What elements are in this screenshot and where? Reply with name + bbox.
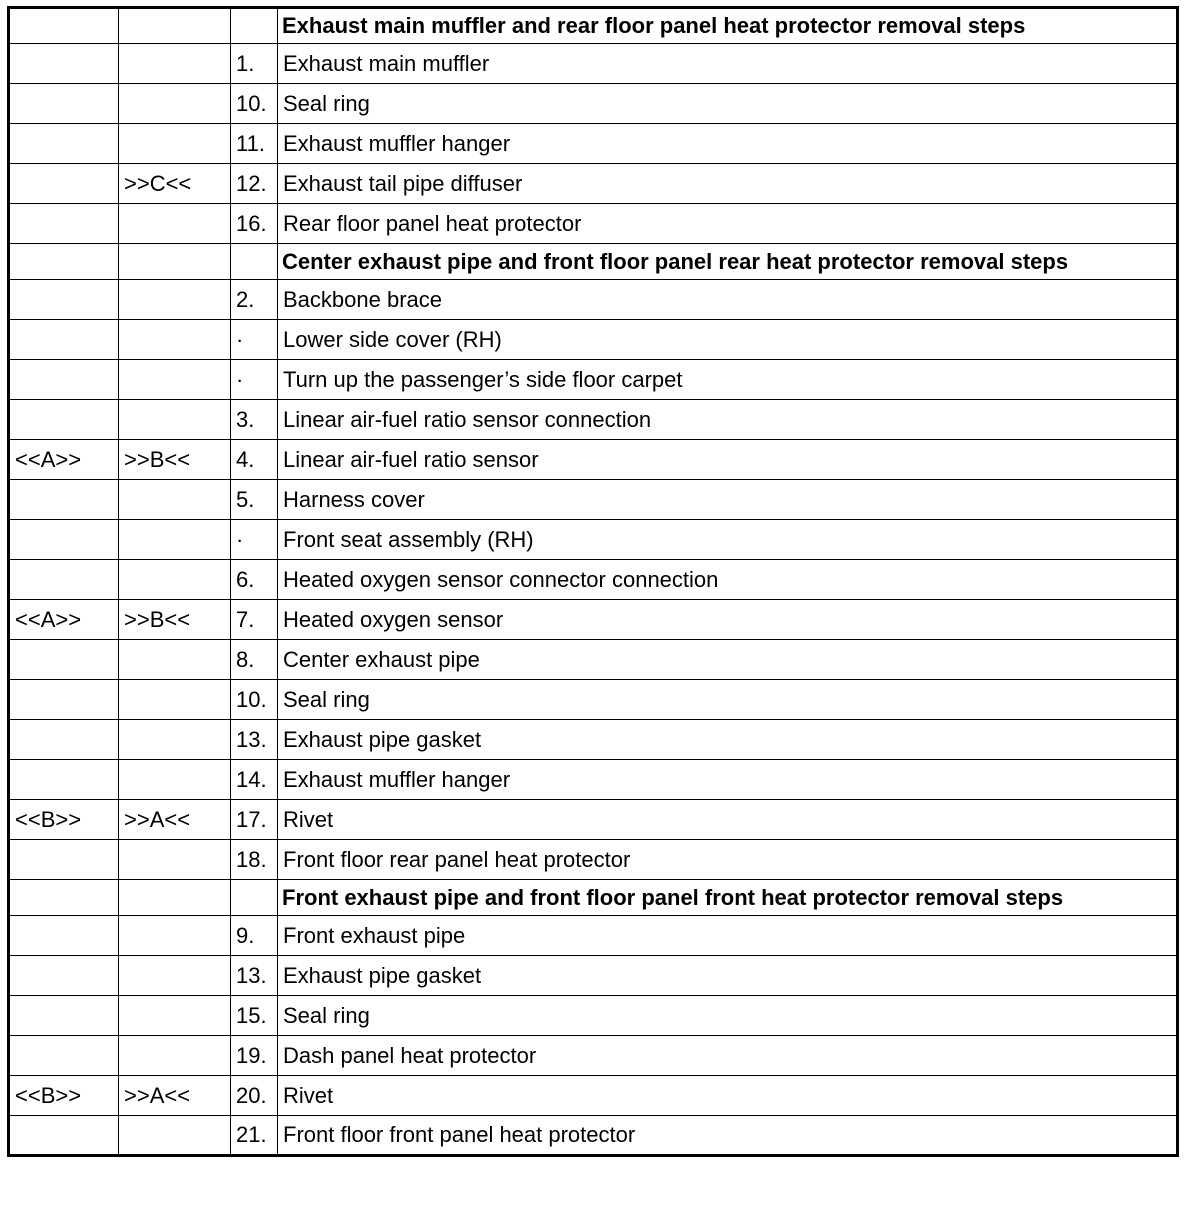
service-point-removal-ref	[9, 360, 119, 400]
table-row	[9, 1116, 1178, 1156]
step-description: Front exhaust pipe	[278, 916, 1178, 956]
service-point-removal-ref	[9, 760, 119, 800]
table-row	[9, 520, 1178, 560]
service-point-removal-ref: <<B>>	[9, 1076, 119, 1116]
table-row	[9, 440, 1178, 480]
table-row	[9, 840, 1178, 880]
service-point-removal-ref	[9, 204, 119, 244]
service-point-removal-ref: <<A>>	[9, 600, 119, 640]
service-point-install-ref	[119, 560, 231, 600]
step-number: 18.	[231, 840, 278, 880]
table-row	[9, 720, 1178, 760]
step-description: Front seat assembly (RH)	[278, 520, 1178, 560]
step-number: 19.	[231, 1036, 278, 1076]
step-number: 9.	[231, 916, 278, 956]
section-title: Front exhaust pipe and front floor panel front heat protector removal steps	[278, 880, 1178, 916]
step-description: Center exhaust pipe	[278, 640, 1178, 680]
step-number: 14.	[231, 760, 278, 800]
service-point-install-ref	[119, 880, 231, 916]
service-point-install-ref	[119, 8, 231, 44]
service-point-removal-ref	[9, 916, 119, 956]
service-point-install-ref: >>A<<	[119, 1076, 231, 1116]
step-description: Rear floor panel heat protector	[278, 204, 1178, 244]
service-point-install-ref	[119, 840, 231, 880]
step-number: 1.	[231, 44, 278, 84]
section-header-row	[9, 880, 1178, 916]
service-point-removal-ref	[9, 480, 119, 520]
step-number: ·	[231, 520, 278, 560]
table-row	[9, 124, 1178, 164]
step-description: Linear air-fuel ratio sensor connection	[278, 400, 1178, 440]
step-description: Lower side cover (RH)	[278, 320, 1178, 360]
service-point-install-ref: >>C<<	[119, 164, 231, 204]
step-description: Exhaust muffler hanger	[278, 760, 1178, 800]
service-point-removal-ref	[9, 1036, 119, 1076]
service-point-install-ref	[119, 996, 231, 1036]
step-description: Backbone brace	[278, 280, 1178, 320]
service-point-install-ref	[119, 1036, 231, 1076]
step-description: Heated oxygen sensor connector connection	[278, 560, 1178, 600]
step-description: Dash panel heat protector	[278, 1036, 1178, 1076]
service-point-install-ref: >>B<<	[119, 440, 231, 480]
service-point-install-ref	[119, 124, 231, 164]
service-point-install-ref	[119, 244, 231, 280]
service-point-removal-ref	[9, 640, 119, 680]
service-point-install-ref	[119, 720, 231, 760]
service-point-removal-ref	[9, 956, 119, 996]
step-number: 12.	[231, 164, 278, 204]
service-point-removal-ref	[9, 8, 119, 44]
service-point-removal-ref	[9, 560, 119, 600]
service-point-install-ref	[119, 480, 231, 520]
table-row	[9, 320, 1178, 360]
service-point-removal-ref: <<A>>	[9, 440, 119, 480]
step-number: 3.	[231, 400, 278, 440]
service-point-install-ref: >>A<<	[119, 800, 231, 840]
table-row	[9, 680, 1178, 720]
step-description: Seal ring	[278, 996, 1178, 1036]
step-description: Harness cover	[278, 480, 1178, 520]
step-number: 11.	[231, 124, 278, 164]
table-row	[9, 280, 1178, 320]
step-number: 21.	[231, 1116, 278, 1156]
service-point-install-ref	[119, 640, 231, 680]
table-row	[9, 1036, 1178, 1076]
step-number: 13.	[231, 956, 278, 996]
step-number: 10.	[231, 84, 278, 124]
step-description: Turn up the passenger’s side floor carpet	[278, 360, 1178, 400]
table-row	[9, 204, 1178, 244]
service-point-install-ref	[119, 320, 231, 360]
service-point-install-ref	[119, 520, 231, 560]
service-point-install-ref	[119, 360, 231, 400]
step-description: Front floor front panel heat protector	[278, 1116, 1178, 1156]
step-description: Exhaust tail pipe diffuser	[278, 164, 1178, 204]
step-description: Front floor rear panel heat protector	[278, 840, 1178, 880]
service-point-removal-ref	[9, 840, 119, 880]
step-number	[231, 880, 278, 916]
service-point-install-ref	[119, 400, 231, 440]
service-point-install-ref	[119, 44, 231, 84]
service-point-install-ref: >>B<<	[119, 600, 231, 640]
service-point-removal-ref	[9, 164, 119, 204]
service-point-removal-ref	[9, 280, 119, 320]
service-point-install-ref	[119, 1116, 231, 1156]
step-number: 17.	[231, 800, 278, 840]
service-point-install-ref	[119, 916, 231, 956]
step-description: Exhaust pipe gasket	[278, 956, 1178, 996]
service-point-removal-ref	[9, 244, 119, 280]
step-number: 4.	[231, 440, 278, 480]
table-row	[9, 400, 1178, 440]
service-point-removal-ref: <<B>>	[9, 800, 119, 840]
service-point-removal-ref	[9, 880, 119, 916]
step-number: 5.	[231, 480, 278, 520]
section-header-row	[9, 244, 1178, 280]
service-point-removal-ref	[9, 84, 119, 124]
step-description: Rivet	[278, 800, 1178, 840]
step-number: 20.	[231, 1076, 278, 1116]
step-number: 6.	[231, 560, 278, 600]
step-number: 15.	[231, 996, 278, 1036]
removal-steps-body	[9, 8, 1178, 1156]
section-header-row	[9, 8, 1178, 44]
table-row	[9, 560, 1178, 600]
service-point-removal-ref	[9, 996, 119, 1036]
step-number: 7.	[231, 600, 278, 640]
service-point-removal-ref	[9, 720, 119, 760]
table-row	[9, 640, 1178, 680]
section-title: Center exhaust pipe and front floor panel rear heat protector removal steps	[278, 244, 1178, 280]
step-number: 16.	[231, 204, 278, 244]
table-row	[9, 480, 1178, 520]
step-description: Heated oxygen sensor	[278, 600, 1178, 640]
table-row	[9, 996, 1178, 1036]
table-row	[9, 84, 1178, 124]
step-description: Linear air-fuel ratio sensor	[278, 440, 1178, 480]
service-point-install-ref	[119, 84, 231, 124]
step-number: 10.	[231, 680, 278, 720]
service-point-removal-ref	[9, 124, 119, 164]
service-point-removal-ref	[9, 1116, 119, 1156]
service-point-install-ref	[119, 204, 231, 244]
step-number: ·	[231, 360, 278, 400]
table-row	[9, 360, 1178, 400]
step-description: Exhaust main muffler	[278, 44, 1178, 84]
service-point-removal-ref	[9, 520, 119, 560]
table-row	[9, 956, 1178, 996]
step-number	[231, 8, 278, 44]
service-point-removal-ref	[9, 400, 119, 440]
section-title: Exhaust main muffler and rear floor panel heat protector removal steps	[278, 8, 1178, 44]
table-row	[9, 800, 1178, 840]
service-point-removal-ref	[9, 680, 119, 720]
step-description: Exhaust pipe gasket	[278, 720, 1178, 760]
service-point-removal-ref	[9, 320, 119, 360]
step-number: 2.	[231, 280, 278, 320]
step-number: 8.	[231, 640, 278, 680]
step-description: Seal ring	[278, 680, 1178, 720]
step-number	[231, 244, 278, 280]
service-point-install-ref	[119, 680, 231, 720]
step-description: Rivet	[278, 1076, 1178, 1116]
step-description: Seal ring	[278, 84, 1178, 124]
table-row	[9, 1076, 1178, 1116]
step-number: 13.	[231, 720, 278, 760]
step-number: ·	[231, 320, 278, 360]
service-point-install-ref	[119, 956, 231, 996]
table-row	[9, 916, 1178, 956]
table-row	[9, 760, 1178, 800]
service-point-removal-ref	[9, 44, 119, 84]
table-row	[9, 164, 1178, 204]
removal-steps-table	[7, 6, 1179, 1157]
table-row	[9, 44, 1178, 84]
table-row	[9, 600, 1178, 640]
service-point-install-ref	[119, 760, 231, 800]
service-point-install-ref	[119, 280, 231, 320]
step-description: Exhaust muffler hanger	[278, 124, 1178, 164]
